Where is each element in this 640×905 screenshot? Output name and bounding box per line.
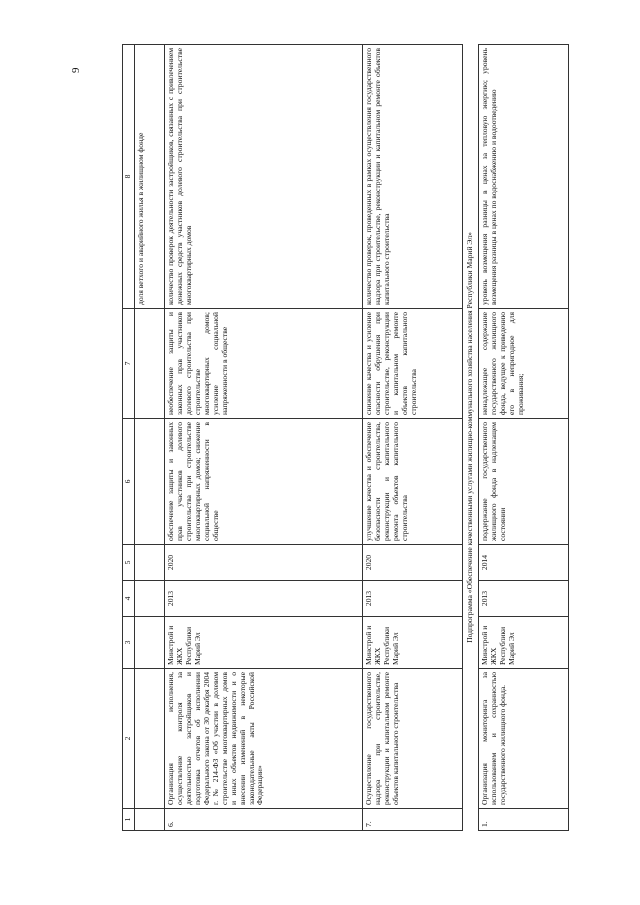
end-year-cell: 2014: [478, 545, 568, 581]
row-num: [134, 809, 164, 831]
row-num: 7.: [362, 809, 462, 831]
col-3: 3: [123, 617, 135, 669]
start-year-cell: 2013: [478, 581, 568, 617]
indicator-cell: уровень возмещения разницы в ценах за тепловую энергию; уровень возмещения разницы в ценах по водоснабжению и водоотведению: [478, 45, 568, 309]
page-number: 9: [70, 67, 82, 73]
subprogram-row: [462, 45, 478, 831]
measure-cell: Организация мониторинга за использованием и сохранностью государственного жилищного фонда.: [478, 669, 568, 809]
consequence-cell: [134, 309, 164, 419]
column-number-row: [123, 45, 135, 831]
table-row: [164, 45, 362, 831]
executor-cell: [134, 617, 164, 669]
end-year-cell: 2020: [164, 545, 362, 581]
measure-cell: [134, 669, 164, 809]
executor-cell: Минстрой и ЖКХ Республики Марий Эл: [164, 617, 362, 669]
program-table: [122, 44, 569, 831]
result-cell: обеспечение защиты и законных прав участников долевого строительства при строительстве многоквартирных домов; снижение социальной напряженности в обществе: [164, 419, 362, 545]
table-row: [478, 45, 568, 831]
consequence-cell: ненадлежащее содержание государственного жилищного фонда, ведущее к приведению его в непригодное для проживания;: [478, 309, 568, 419]
indicator-cell: количество проверок деятельности застройщиков, связанных с привлечением денежных средств участников долевого строительства при строительстве многоквартирных домов: [164, 45, 362, 309]
measure-cell: Организация исполнения, осуществление контроля за деятельностью застройщиков и подготовка отчетов об исполнении Федерального закона от 30 декабря 2004 г. № 214-ФЗ «Об участии в долевом строительстве многоквартирных домов и иных объектов недвижимости и о внесении изменений в некоторые законодательные акты Российской Федерации»: [164, 669, 362, 809]
start-year-cell: [134, 581, 164, 617]
col-7: 7: [123, 309, 135, 419]
table-row: [362, 45, 462, 831]
start-year-cell: 2013: [164, 581, 362, 617]
start-year-cell: 2013: [362, 581, 462, 617]
result-cell: [134, 419, 164, 545]
col-8: 8: [123, 45, 135, 309]
col-4: 4: [123, 581, 135, 617]
indicator-cell: количество проверок, проведенных в рамках осуществления государственного надзора при строительстве, реконструкции и капитальном ремонте объектов капитального строительства: [362, 45, 462, 309]
executor-cell: Минстрой и ЖКХ Республики Марий Эл: [362, 617, 462, 669]
indicator-cell: доля ветхого и аварийного жилья в жилищном фонде: [134, 45, 164, 309]
col-6: 6: [123, 419, 135, 545]
consequence-cell: необеспечение защиты и законных прав участников долевого строительства при строительстве многоквартирных домов; усиление социальной напряженности в обществе: [164, 309, 362, 419]
col-5: 5: [123, 545, 135, 581]
col-1: 1: [123, 809, 135, 831]
result-cell: поддержание государственного жилищного фонда в надлежащем состоянии: [478, 419, 568, 545]
row-num: 1.: [478, 809, 568, 831]
consequence-cell: снижение качества и усиление опасности обрушения при строительстве, реконструкции и капитальном ремонте объектов капитального строительства: [362, 309, 462, 419]
executor-cell: Минстрой и ЖКХ Республики Марий Эл: [478, 617, 568, 669]
table-row: [134, 45, 164, 831]
col-2: 2: [123, 669, 135, 809]
end-year-cell: [134, 545, 164, 581]
result-cell: улучшение качества и обеспечение безопасности строительства, реконструкции и капитального ремонта объектов капитального строительства: [362, 419, 462, 545]
row-num: 6.: [164, 809, 362, 831]
subprogram-title: Подпрограмма «Обеспечение качественными услугами жилищно-коммунального хозяйства населения Республики Марий Эл»: [462, 45, 478, 831]
end-year-cell: 2020: [362, 545, 462, 581]
measure-cell: Осуществление государственного надзора при строительстве, реконструкции и капитальном ремонте объектов капитального строительства: [362, 669, 462, 809]
